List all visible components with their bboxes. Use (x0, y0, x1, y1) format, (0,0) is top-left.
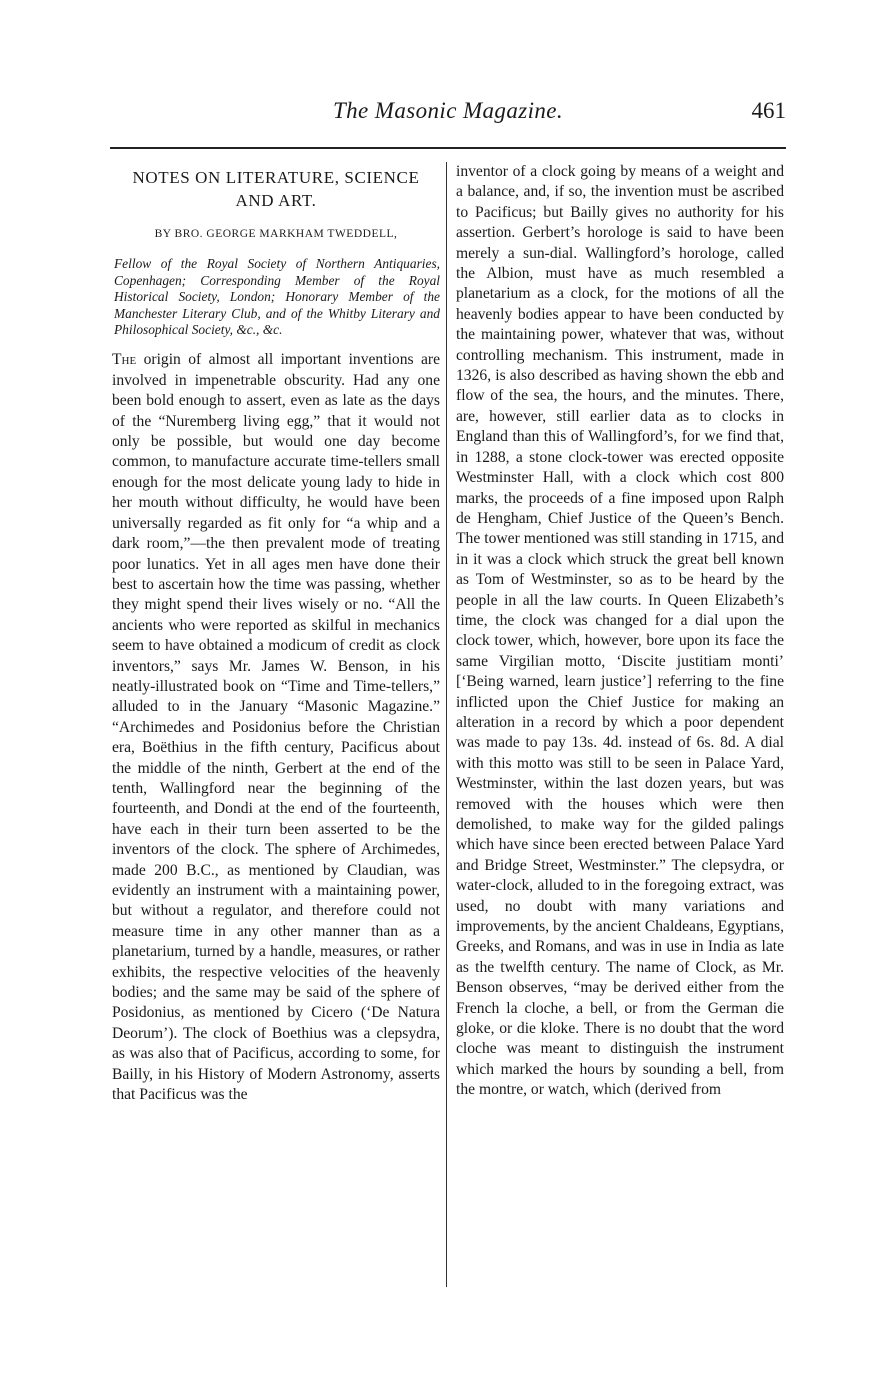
running-header (110, 98, 786, 134)
lead-word: The (112, 351, 137, 369)
body-text-left: origin of almost all important inventions are involved in impenetrable obscurity. Had any one been bold enough to assert, even as late as the days of the “Nuremberg living egg,” that it would not only be possible, but would one day become common, to manufacture accurate time-tellers small enough for the most delicate young lady to hide in her mouth without difficulty, he would have been universally regarded as fit only for “a whip and a dark room,”—the then prevalent mode of treating poor lunatics. Yet in all ages men have done their best to ascertain how the time was passing, whether they might spend their lives wisely or no. “All the ancients who were reported as skilful in mechanics seem to have obtained a modicum of credit as clock inventors,” says Mr. James W. Benson, in his neatly-illustrated book on “Time and Time-tellers,” alluded to in the January “Masonic Magazine.” “Archimedes and Posidonius before the Christian era, Boëthius in the fifth century, Pacificus about the middle of the ninth, Gerbert at the end of the tenth, Wallingford near the beginning of the fourteenth, and Dondi at the end of the fourteenth, have each in their turn been asserted to be the inventors of the clock. The sphere of Archimedes, made 200 B.C., as mentioned by Claudian, was evidently an instrument with a maintaining power, but without a regulator, and therefore could not measure time in any other manner than as a planetarium, turned by a handle, measures, or rather exhibits, the respective velocities of the heavenly bodies; and the same may be said of the sphere of Posidonius, as mentioned by Cicero (‘De Natura Deorum’). The clock of Boethius was a clepsydra, as was also that of Pacificus, according to some, for Bailly, in his History of Modern Astronomy, asserts that Pacificus was the (112, 351, 440, 1104)
page-number: 461 (751, 98, 786, 123)
left-column (112, 162, 440, 1105)
body-paragraph-right: inventor of a clock going by means of a weight and a balance, and, if so, the invention must be ascribed to Pacificus; but Bailly gives no authority for his assertion. Gerbert’s horologe is said to have been merely a sun-dial. Wallingford’s horologe, called the Albion, must have as much resembled a planetarium as a clock, for the motions of all the heavenly bodies appear to have been conducted by the maintaining power, whatever that was, without controlling mechanism. This instrument, made in 1326, is also described as having shown the ebb and flow of the sea, the hours, and the minutes. There, are, however, still earlier data as to clocks in England than this of Wallingford’s, for we find that, in 1288, a stone clock-tower was erected opposite Westminster Hall, with a clock which cost 800 marks, the proceeds of a fine imposed upon Ralph de Hengham, Chief Justice of the Queen’s Bench. The tower mentioned was still standing in 1715, and in it was a clock which struck the great bell known as Tom of Westminster, so as to be heard by the people in all the law courts. In Queen Elizabeth’s time, the clock was changed for a dial upon the clock tower, which, however, bore upon its face the same Virgilian motto, ‘Discite justitiam monti’ [‘Being warned, learn justice’] referring to the fine inflicted upon the Chief Justice for making an alteration in a record by which a poor dependent was made to pay 13s. 4d. instead of 6s. 8d. A dial with this motto was still to be seen in Palace Yard, Westminster, within the last dozen years, but was removed with the houses which were then demolished, to make way for the gilded palings which have since been erected between Palace Yard and Bridge Street, Westminster.” The clepsydra, or water-clock, alluded to in the foregoing extract, was used, no doubt with many variations and improvements, by the ancient Chaldeans, Egyptians, Greeks, and Romans, and was in use in India as late as the twelfth century. The name of Clock, as Mr. Benson observes, “may be derived either from the French la cloche, a bell, or from the German die gloke, or die kloke. There is no doubt that the word cloche was meant to distinguish the instrument which marked the hours by sounding a bell, from the montre, or watch, which (derived from (456, 163, 784, 1099)
author-affiliation: Fellow of the Royal Society of Northern Antiquaries, Copenhagen; Corresponding Member of the Royal Historical Society, London; Honorary Member of the Manchester Literary Club, and of the Whitby Literary and Philosophical Society, &c., &c. (114, 256, 440, 338)
column-divider (446, 162, 447, 1287)
article-title: NOTES ON LITERATURE, SCIENCE AND ART. (132, 168, 420, 210)
article-byline: BY BRO. GEORGE MARKHAM TWEDDELL, (154, 228, 398, 240)
body-paragraph-left (112, 350, 440, 1105)
magazine-title: The Masonic Magazine. (332, 98, 564, 123)
header-rule (110, 147, 786, 149)
right-column (456, 162, 784, 1101)
